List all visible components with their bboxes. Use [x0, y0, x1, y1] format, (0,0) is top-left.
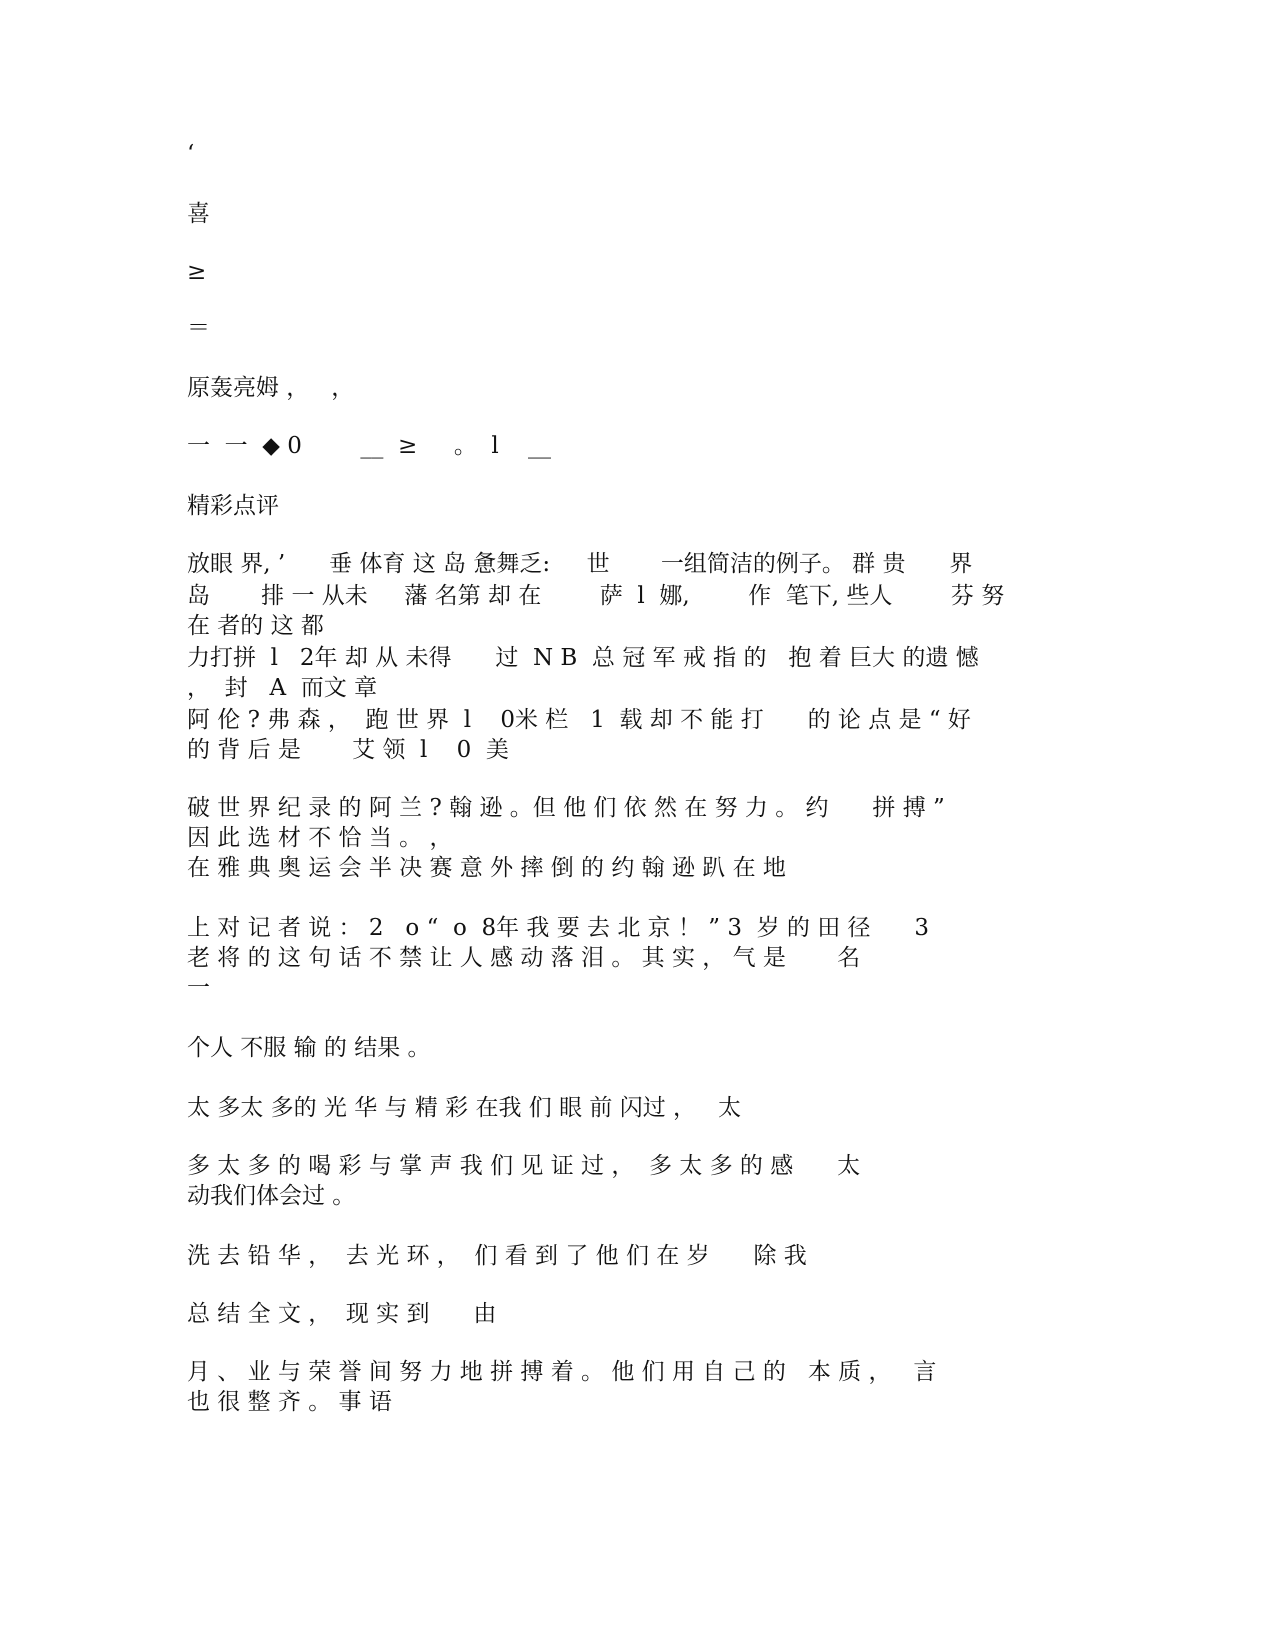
section-heading: 精彩点评	[187, 493, 279, 519]
text-line-6: 一 一 ◆ 0 __ ≥ 。 l __	[187, 433, 552, 459]
text-line-12: ， 封 A 而文 章	[187, 675, 378, 701]
text-line-3: ≥	[187, 259, 207, 285]
text-line-21: 个人 不服 输 的 结果 。	[187, 1035, 431, 1061]
text-line-23: 多 太 多 的 喝 彩 与 掌 声 我 们 见 证 过 ， 多 太 多 的 感 太	[187, 1153, 861, 1179]
text-line-1: ‘	[187, 141, 195, 167]
text-line-19: 老 将 的 这 句 话 不 禁 让 人 感 动 落 泪 。 其 实 ， 气 是 名	[187, 945, 861, 971]
text-line-17: 在 雅 典 奥 运 会 半 决 赛 意 外 摔 倒 的 约 翰 逊 趴 在 地	[187, 855, 786, 881]
text-line-26: 总 结 全 文 ， 现 实 到 由	[187, 1301, 497, 1327]
text-line-15: 破 世 界 纪 录 的 阿 兰 ? 翰 逊 。但 他 们 依 然 在 努 力 。 约 拼 搏 ”	[187, 795, 945, 821]
text-line-16: 因 此 选 材 不 恰 当 。 ，	[187, 825, 453, 851]
text-line-24: 动我们体会过 。	[187, 1183, 356, 1209]
text-line-27: 月 、 业 与 荣 誉 间 努 力 地 拼 搏 着 。 他 们 用 自 己 的 本 质 ， 言	[187, 1359, 937, 1385]
text-line-8: 放眼 界, ’ 垂 体育 这 岛 惫舞乏: 世 一组简洁的例子。 群 贵 界	[187, 551, 973, 577]
text-line-11: 力打拼 l 2年 却 从 未得 过 N B 总 冠 军 戒 指 的 抱 着 巨大 的遗 憾	[187, 645, 979, 671]
text-line-13: 阿 伦 ? 弗 森 ， 跑 世 界 l 0米 栏 1 载 却 不 能 打 的 论 点 是 “ 好	[187, 707, 971, 733]
text-line-20: 一	[187, 975, 210, 1001]
text-line-18: 上 对 记 者 说 ： 2 o “ o 8年 我 要 去 北 京 ！ ” 3 岁 的 田 径 3	[187, 915, 930, 941]
text-line-28: 也 很 整 齐 。 事 语	[187, 1389, 392, 1415]
text-line-10: 在 者的 这 都	[187, 613, 324, 639]
text-line-2: 喜	[187, 201, 210, 227]
text-line-14: 的 背 后 是 艾 领 l 0 美	[187, 737, 509, 763]
text-line-22: 太 多太 多的 光 华 与 精 彩 在我 们 眼 前 闪过 ， 太	[187, 1095, 741, 1121]
text-line-25: 洗 去 铅 华 ， 去 光 环 ， 们 看 到 了 他 们 在 岁 除 我	[187, 1243, 807, 1269]
text-line-5: 原轰亮姆 ， ，	[187, 375, 355, 401]
text-line-4: ＝	[187, 315, 210, 341]
text-line-9: 岛 排 一 从未 藩 名第 却 在 萨 l 娜, 作 笔下, 些人 芬 努	[187, 583, 1005, 609]
